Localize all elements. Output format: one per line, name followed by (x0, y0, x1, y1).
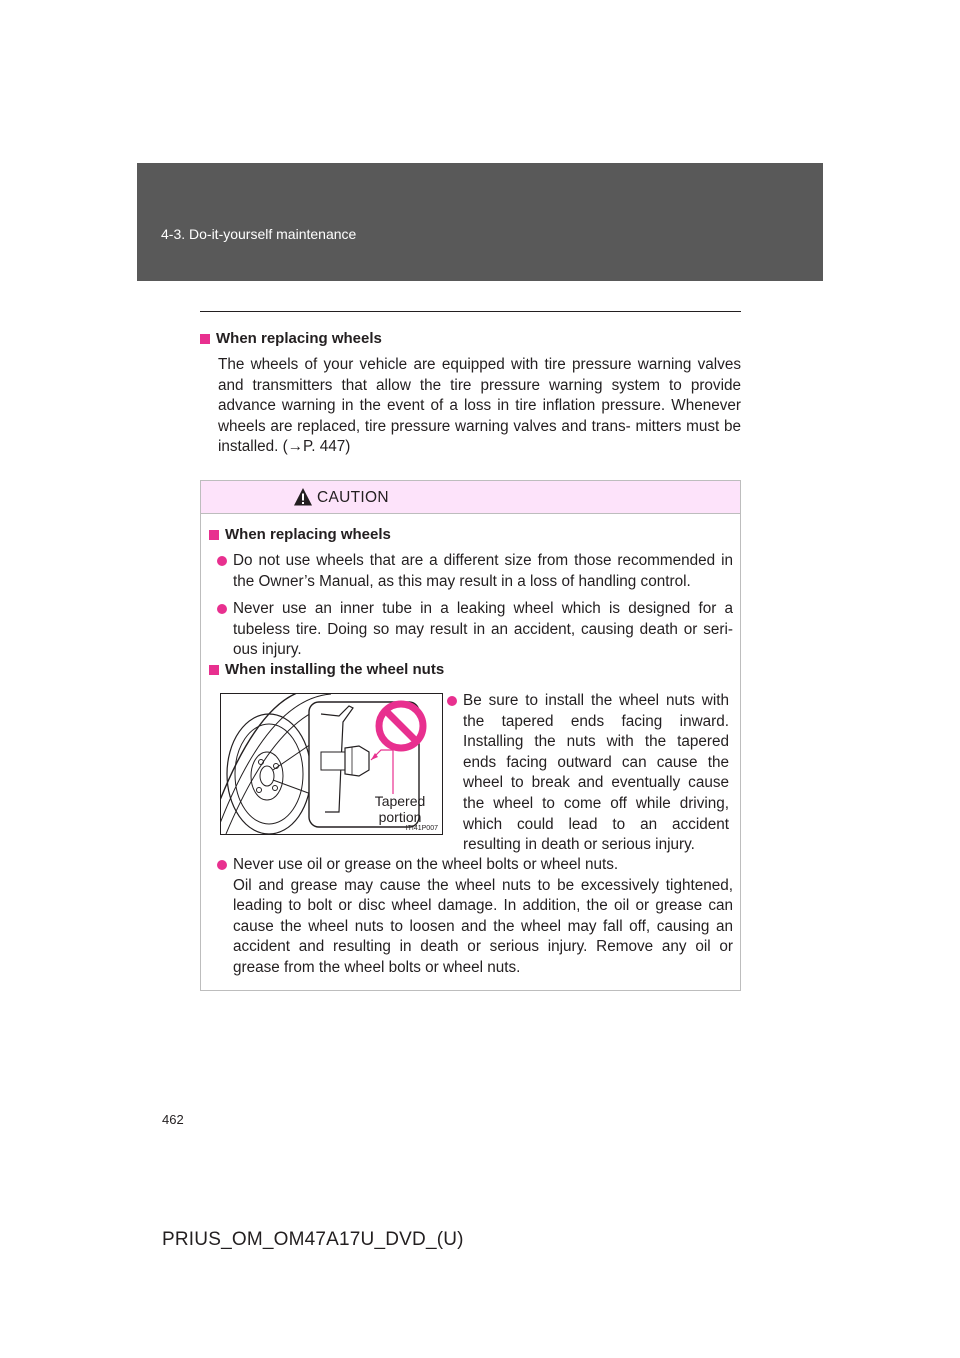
main-heading (200, 330, 382, 348)
caution-section2-heading (209, 661, 444, 679)
round-bullet-icon (217, 860, 227, 870)
caution-bullet-4-line1: Never use oil or grease on the wheel bolts or wheel nuts. (233, 856, 619, 873)
caution-section2-heading-text: When installing the wheel nuts (225, 661, 445, 678)
round-bullet-icon (217, 556, 227, 566)
caution-bullet-1-text: Do not use wheels that are a different size from those recommended in the Owner’s Manual, as this may result in a loss of handling control. (233, 552, 733, 590)
caution-box (200, 480, 741, 991)
figure-label-line2: portion (378, 809, 422, 825)
figure-label-line1: Tapered (374, 793, 426, 809)
caution-bullet-1 (233, 551, 733, 592)
caution-section1-heading-text: When replacing wheels (225, 526, 391, 543)
caution-header (201, 481, 740, 514)
figure-label (365, 793, 435, 825)
page-number: 462 (162, 1112, 184, 1127)
main-paragraph: The wheels of your vehicle are equipped with tire pressure warning valves and transmitters that allow the tire pressure warning system to provide advance warning in the event of a loss in tire inflation pressure. Whenever wheels are replaced, tire pressure warning valves and trans- mitters must be installed. (→P. 447) (218, 356, 741, 456)
wheel-nut-figure (220, 693, 443, 835)
square-bullet-icon (209, 530, 219, 540)
caution-title: CAUTION (317, 489, 389, 506)
square-bullet-icon (209, 665, 219, 675)
top-rule (200, 311, 741, 312)
caution-bullet-3-text: Be sure to install the wheel nuts with the tapered ends facing inward. Installing the nuts with the tapered ends facing outward can cause the wheel to break and eventually cause the wheel to come off while driving, which could lead to an accident resulting in death or serious injury. (463, 692, 729, 854)
main-heading-text: When replacing wheels (216, 330, 382, 347)
caution-bullet-2-text: Never use an inner tube in a leaking wheel which is designed for a tubeless tire. Doing so may result in an accident, causing death or seri- ous injury. (233, 600, 733, 659)
round-bullet-icon (217, 604, 227, 614)
caution-bullet-4-line2: Oil and grease may cause the wheel nuts to be excessively tightened, leading to bolt or disc wheel damage. In addition, the oil or grease can cause the wheel nuts to loosen and the wheel may fall off, causing an accident and resulting in death or serious injury. Remove any oil or grease from the wheel bolts or wheel nuts. (233, 876, 733, 976)
figure-code: ITI41P007 (405, 825, 438, 832)
round-bullet-icon (447, 696, 457, 706)
caution-bullet-4 (233, 855, 733, 979)
section-title: 4-3. Do-it-yourself maintenance (161, 226, 357, 242)
warning-triangle-icon (293, 487, 313, 507)
header-band (137, 163, 823, 281)
caution-section1-heading (209, 526, 391, 544)
caution-bullet-3 (463, 691, 729, 856)
doc-code: PRIUS_OM_OM47A17U_DVD_(U) (162, 1229, 464, 1250)
square-bullet-icon (200, 334, 210, 344)
caution-bullet-2 (233, 599, 733, 661)
